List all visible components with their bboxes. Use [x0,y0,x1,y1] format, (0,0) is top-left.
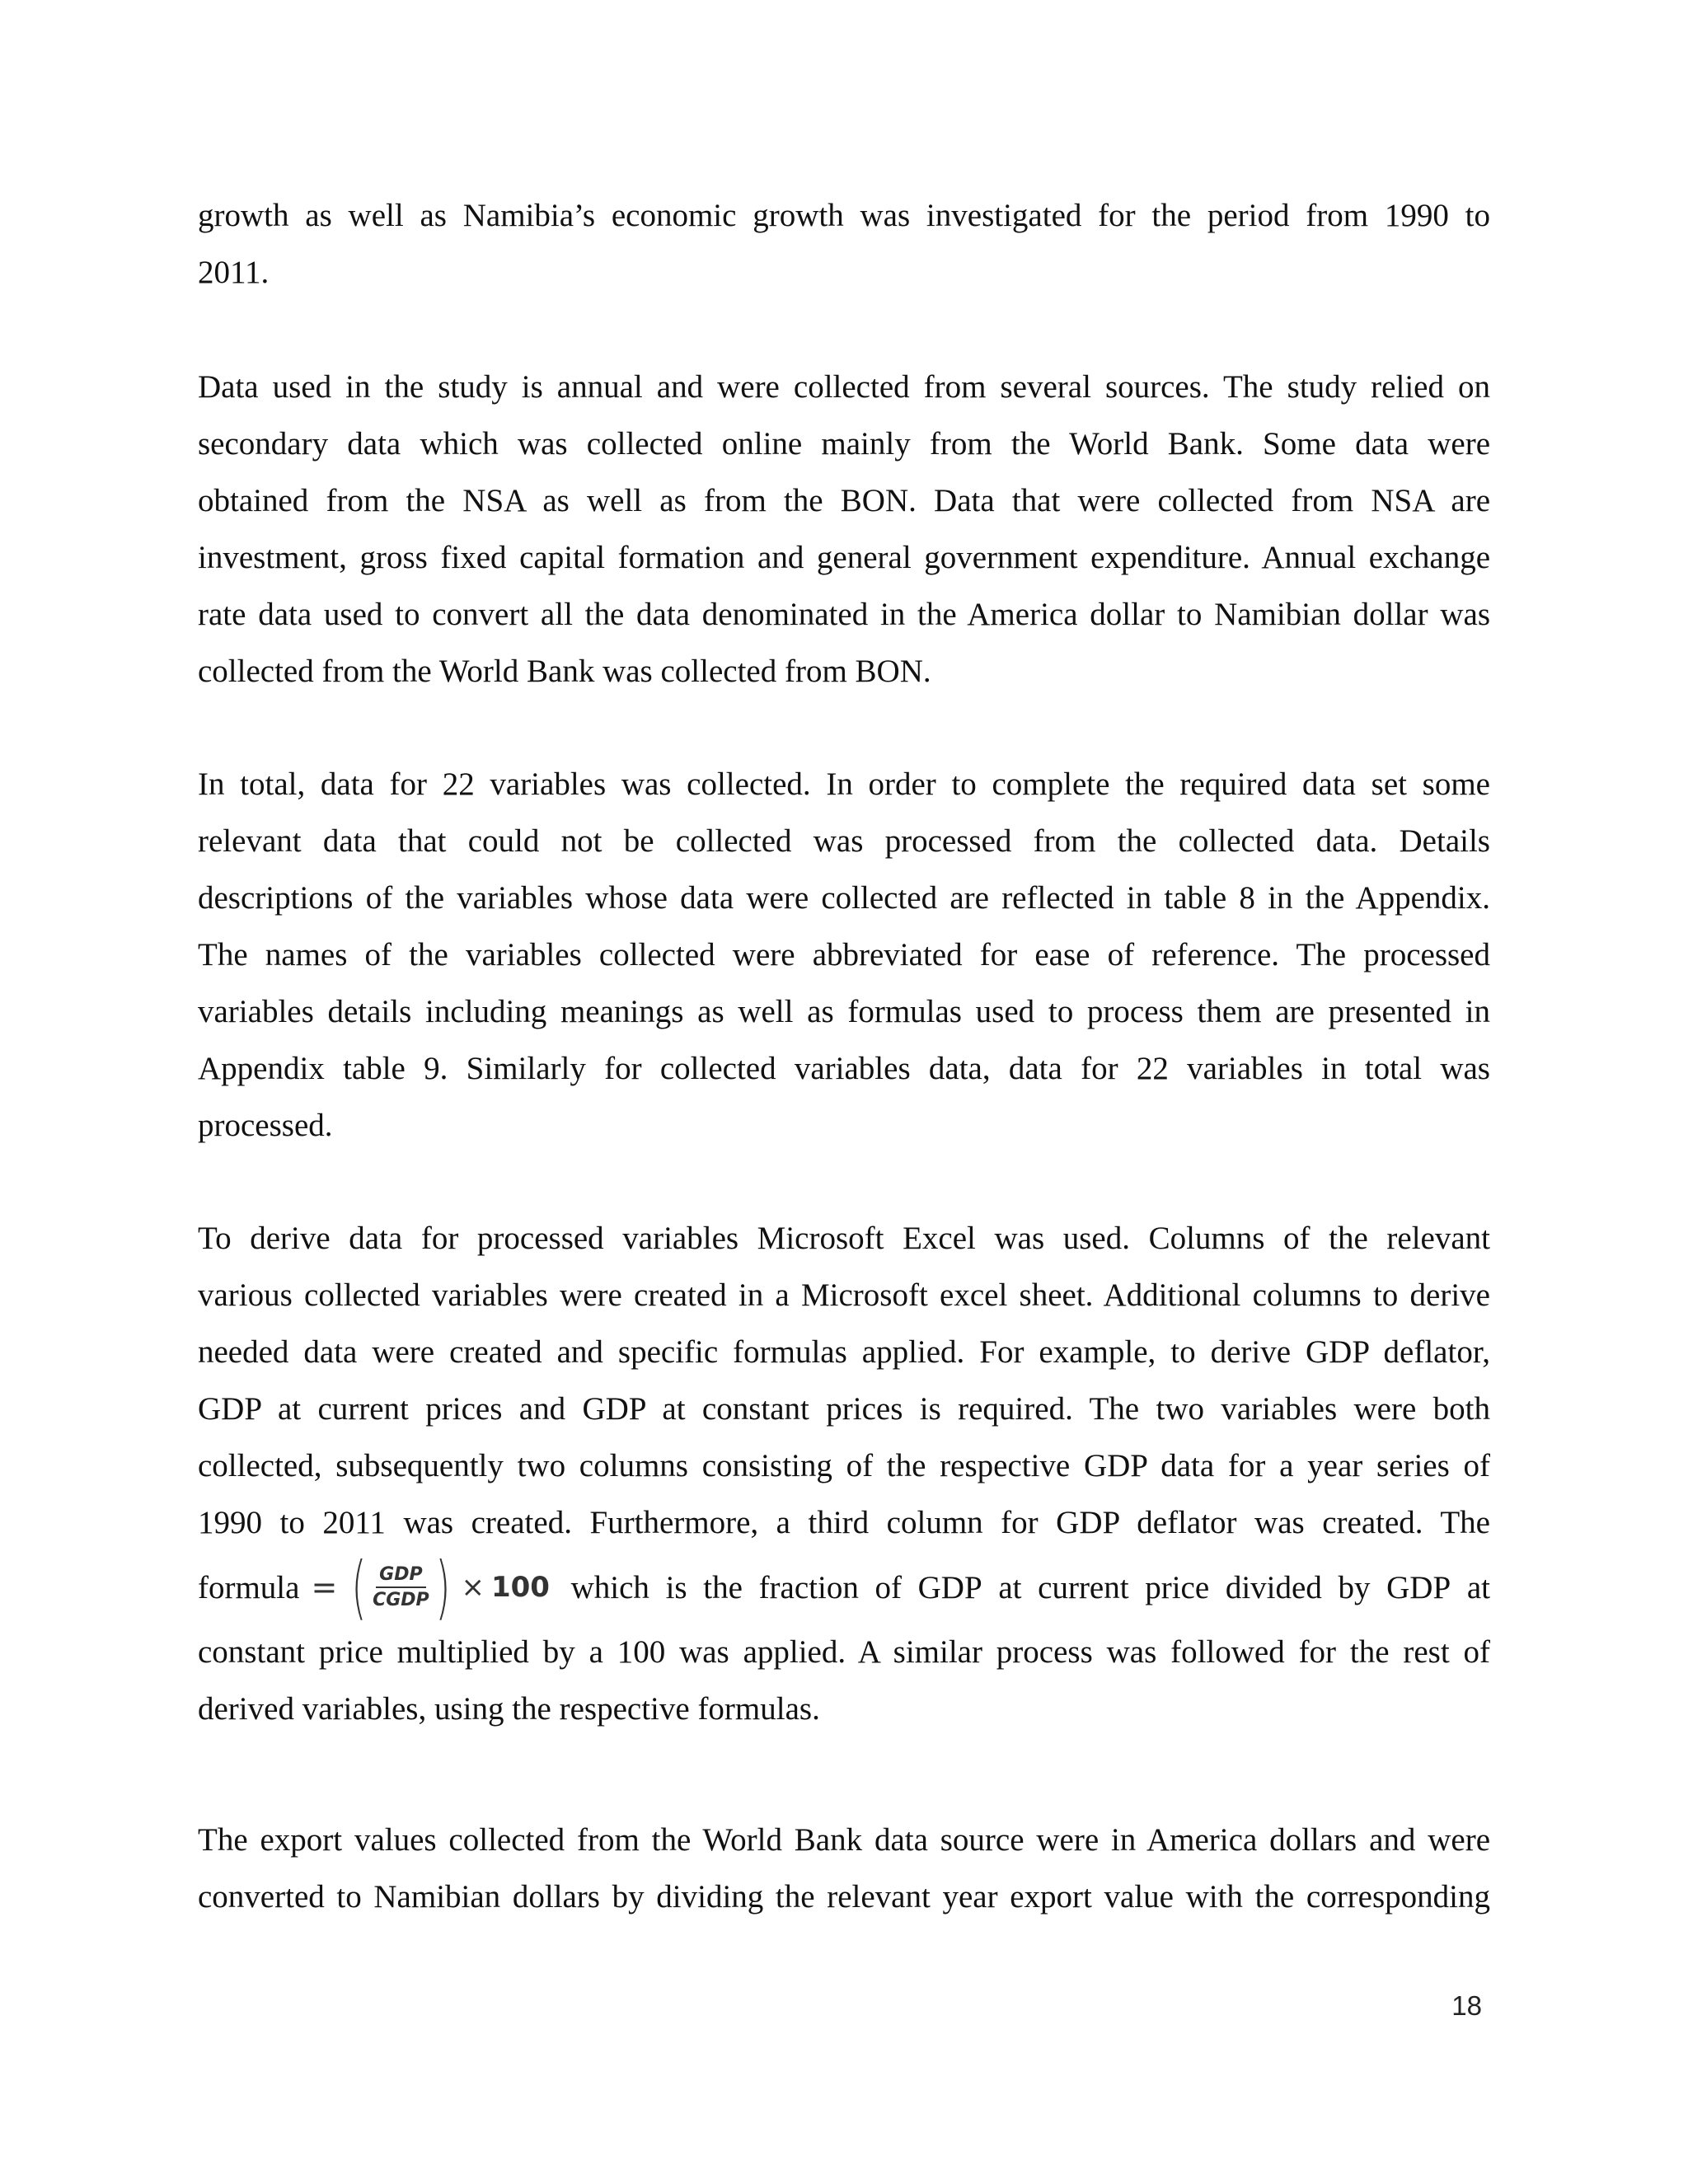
text-word: current [1038,1569,1129,1605]
text-line: 1990 to 2011 was created. Furthermore, a third column for GDP deflator was created. The [198,1505,1490,1540]
gdp-deflator-formula [311,1547,550,1628]
text-line: GDP at current prices and GDP at constant prices is required. The two variables were both [198,1391,1490,1427]
text-line: In total, data for 22 variables was collected. In order to complete the required data set some [198,766,1490,802]
text-word: GDP [917,1569,982,1605]
text-line: derived variables, using the respective formulas. [198,1691,820,1727]
text-word: by [1338,1569,1371,1605]
formula-equals-sign: = [311,1568,338,1605]
page-number: 18 [1451,1990,1482,2021]
text-line: To derive data for processed variables Microsoft Excel was used. Columns of the relevant [198,1221,1490,1256]
text-line: constant price multiplied by a 100 was applied. A similar process was followed for the rest of [198,1634,1490,1670]
text-line: variables details including meanings as well as formulas used to process them are presented in [198,994,1490,1029]
formula-denominator: CGDP [373,1590,429,1610]
paragraph-processed-variables [198,1210,1490,1737]
text-line: descriptions of the variables whose data were collected are reflected in table 8 in the Appendix. [198,880,1490,916]
text-word: is [665,1569,687,1605]
text-word: which [570,1569,649,1605]
paragraph-export-values [198,1811,1490,1925]
text-line: collected, subsequently two columns consisting of the respective GDP data for a year series of [198,1448,1490,1483]
text-line: converted to Namibian dollars by dividing the relevant year export value with the corresponding [198,1879,1490,1915]
text-line: needed data were created and specific formulas applied. For example, to derive GDP deflator, [198,1334,1490,1370]
text-line: Appendix table 9. Similarly for collected variables data, data for 22 variables in total was [198,1051,1490,1086]
text-word: the [703,1569,743,1605]
text-word: formula [198,1569,300,1605]
formula-fraction [369,1564,433,1611]
text-word: GDP [1386,1569,1451,1605]
text-word: fraction [758,1569,859,1605]
text-line: 2011. [198,255,270,290]
text-line: The export values collected from the World Bank data source were in America dollars and were [198,1822,1490,1858]
text-line: investment, gross fixed capital formation and general government expenditure. Annual exchange [198,540,1490,575]
formula-text-line [198,1547,1490,1628]
text-line: processed. [198,1108,333,1143]
text-line: The names of the variables collected were abbreviated for ease of reference. The processed [198,937,1490,972]
text-word: price [1145,1569,1210,1605]
paragraph-growth-period [198,187,1490,301]
formula-multiplier: 100 [490,1570,550,1604]
formula-times-sign: × [461,1570,485,1604]
text-word: at [1466,1569,1490,1605]
formula-numerator: GDP [376,1564,425,1588]
text-line: collected from the World Bank was collected from BON. [198,654,931,689]
text-line: secondary data which was collected online mainly from the World Bank. Some data were [198,426,1490,462]
text-line: Data used in the study is annual and were collected from several sources. The study relied on [198,369,1490,405]
formula-close-paren: ) [435,1547,451,1628]
paragraph-variables-collected [198,756,1490,1154]
text-line: rate data used to convert all the data denominated in the America dollar to Namibian dollar was [198,597,1490,632]
text-word: at [998,1569,1022,1605]
formula-open-paren: ( [351,1547,367,1628]
text-line: various collected variables were created in a Microsoft excel sheet. Additional columns to derive [198,1277,1490,1313]
text-line: growth as well as Namibia’s economic growth was investigated for the period from 1990 to [198,198,1490,233]
text-word: divided [1225,1569,1322,1605]
text-line: relevant data that could not be collected was processed from the collected data. Details [198,823,1490,859]
text-line: obtained from the NSA as well as from the BON. Data that were collected from NSA are [198,483,1490,518]
paragraph-data-sources [198,359,1490,700]
text-word: of [874,1569,902,1605]
